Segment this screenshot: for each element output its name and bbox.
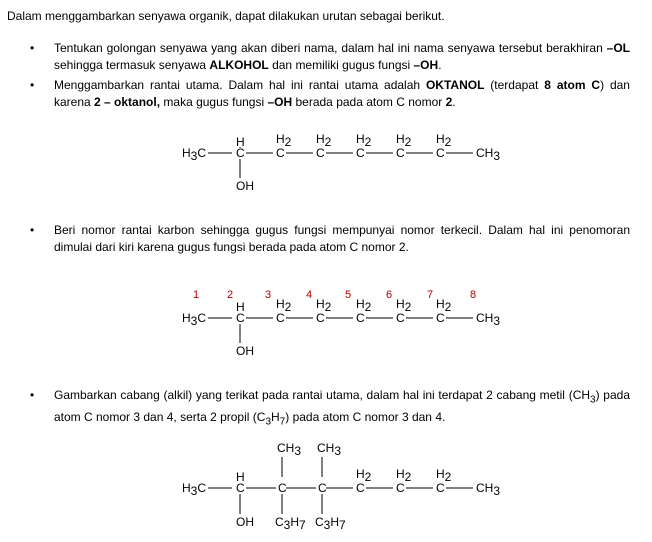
hydroxyl-group: OH	[236, 515, 254, 529]
ch2-carbon-3	[276, 132, 292, 160]
carbon-2-h: H	[236, 135, 245, 149]
ch2-carbon-6	[396, 297, 412, 325]
ch2-carbon-5	[356, 132, 372, 160]
svg-text:C: C	[276, 146, 285, 160]
intro-text: Dalam menggambarkan senyawa organik, dapat dilakukan urutan sebagai berikut.	[7, 9, 445, 23]
carbon-2: C	[236, 311, 245, 325]
structure-numbered-chain	[0, 285, 652, 365]
svg-text:H2: H2	[316, 132, 332, 149]
structure-2-oktanol	[0, 128, 652, 208]
ch2-carbon-4	[316, 132, 332, 160]
carbon-3: C	[278, 481, 287, 495]
svg-text:CH3: CH3	[476, 311, 501, 328]
svg-text:C: C	[316, 311, 325, 325]
carbon-number-2: 2	[227, 289, 234, 301]
methyl-branch-carbon-4	[317, 441, 341, 458]
svg-text:CH3: CH3	[317, 441, 342, 458]
carbon-2-h: H	[236, 470, 245, 484]
step-4-text: Gambarkan cabang (alkil) yang terikat pada rantai utama, dalam hal ini terdapat 2 cabang metil $(CH_3)$ pada atom C nomor 3 dan 4, serta 2 propil $(C_3H_7)$ pada atom C nomor 3 dan 4.	[54, 388, 631, 428]
ch2-carbon-5	[356, 467, 372, 495]
ch2-carbon-7	[436, 297, 452, 325]
svg-text:C: C	[356, 146, 365, 160]
ch3-carbon-8	[476, 311, 500, 328]
h3c-group	[182, 311, 206, 328]
svg-text:C: C	[396, 481, 405, 495]
svg-text:C: C	[396, 146, 405, 160]
svg-text:H2: H2	[436, 132, 452, 149]
svg-text:CH3: CH3	[476, 146, 501, 163]
ch2-carbon-4	[316, 297, 332, 325]
svg-text:H2: H2	[356, 297, 372, 314]
carbon-4: C	[318, 481, 327, 495]
svg-text:H2: H2	[396, 467, 412, 484]
svg-text:CH3: CH3	[476, 481, 501, 498]
carbon-number-7: 7	[427, 289, 434, 301]
bullet-step-4: •	[30, 388, 35, 402]
svg-text:H2: H2	[356, 132, 372, 149]
svg-text:C3H7: C3H7	[275, 515, 306, 532]
carbon-2: C	[236, 146, 245, 160]
svg-text:H2: H2	[276, 297, 292, 314]
propyl-branch-carbon-3	[275, 515, 306, 532]
bullet-step-3: •	[30, 223, 35, 237]
step-3-text: Beri nomor rantai karbon sehingga gugus fungsi mempunyai nomor terkecil. Dalam hal ini penomoran dimulai dari kiri karena gugus fungsi berada pada atom C nomor 2.	[54, 223, 630, 254]
svg-text:H2: H2	[436, 297, 452, 314]
svg-text:H3C: H3C	[182, 146, 207, 163]
svg-text:H3C: H3C	[182, 311, 207, 328]
hydroxyl-group: OH	[236, 179, 254, 193]
carbon-2-h: H	[236, 300, 245, 314]
carbon-2: C	[236, 481, 245, 495]
svg-text:H3C: H3C	[182, 481, 207, 498]
hydroxyl-group: OH	[236, 344, 254, 358]
step-1-text: Tentukan golongan senyawa yang akan diberi nama, dalam hal ini nama senyawa tersebut berakhiran –OL sehingga termasuk senyawa ALKOHOL dan memiliki gugus fungsi –OH.	[54, 41, 630, 72]
bullet-step-1: •	[30, 41, 35, 55]
svg-text:C: C	[436, 146, 445, 160]
carbon-number-3: 3	[265, 289, 272, 301]
carbon-number-6: 6	[386, 289, 393, 301]
svg-text:C3H7: C3H7	[315, 515, 346, 532]
svg-text:C: C	[356, 481, 365, 495]
svg-text:C: C	[396, 311, 405, 325]
ch2-carbon-5	[356, 297, 372, 325]
h3c-group	[182, 146, 206, 163]
svg-text:C: C	[436, 481, 445, 495]
svg-text:H2: H2	[276, 132, 292, 149]
structure-branched	[0, 436, 652, 536]
carbon-number-1: 1	[193, 289, 200, 301]
carbon-number-5: 5	[345, 289, 352, 301]
svg-text:CH3: CH3	[277, 441, 302, 458]
svg-text:H2: H2	[316, 297, 332, 314]
propyl-branch-carbon-4	[315, 515, 346, 532]
ch2-carbon-6	[396, 467, 412, 495]
ch2-carbon-7	[436, 467, 452, 495]
svg-text:C: C	[356, 311, 365, 325]
methyl-branch-carbon-3	[277, 441, 301, 458]
svg-text:C: C	[316, 146, 325, 160]
svg-text:H2: H2	[396, 297, 412, 314]
carbon-number-8: 8	[470, 289, 477, 301]
ch3-carbon-8	[476, 146, 500, 163]
ch3-carbon-8	[476, 481, 500, 498]
bullet-step-2: •	[30, 78, 35, 92]
ch2-carbon-3	[276, 297, 292, 325]
step-2-text: Menggambarkan rantai utama. Dalam hal ini rantai utama adalah OKTANOL (terdapat 8 atom C) dan karena 2 – oktanol, maka gugus fungsi –OH berada pada atom C nomor 2.	[54, 78, 630, 109]
carbon-number-4: 4	[306, 289, 313, 301]
ch2-carbon-7	[436, 132, 452, 160]
svg-text:C: C	[436, 311, 445, 325]
ch2-carbon-6	[396, 132, 412, 160]
svg-text:H2: H2	[436, 467, 452, 484]
svg-text:H2: H2	[356, 467, 372, 484]
svg-text:C: C	[276, 311, 285, 325]
svg-text:H2: H2	[396, 132, 412, 149]
h3c-group	[182, 481, 206, 498]
